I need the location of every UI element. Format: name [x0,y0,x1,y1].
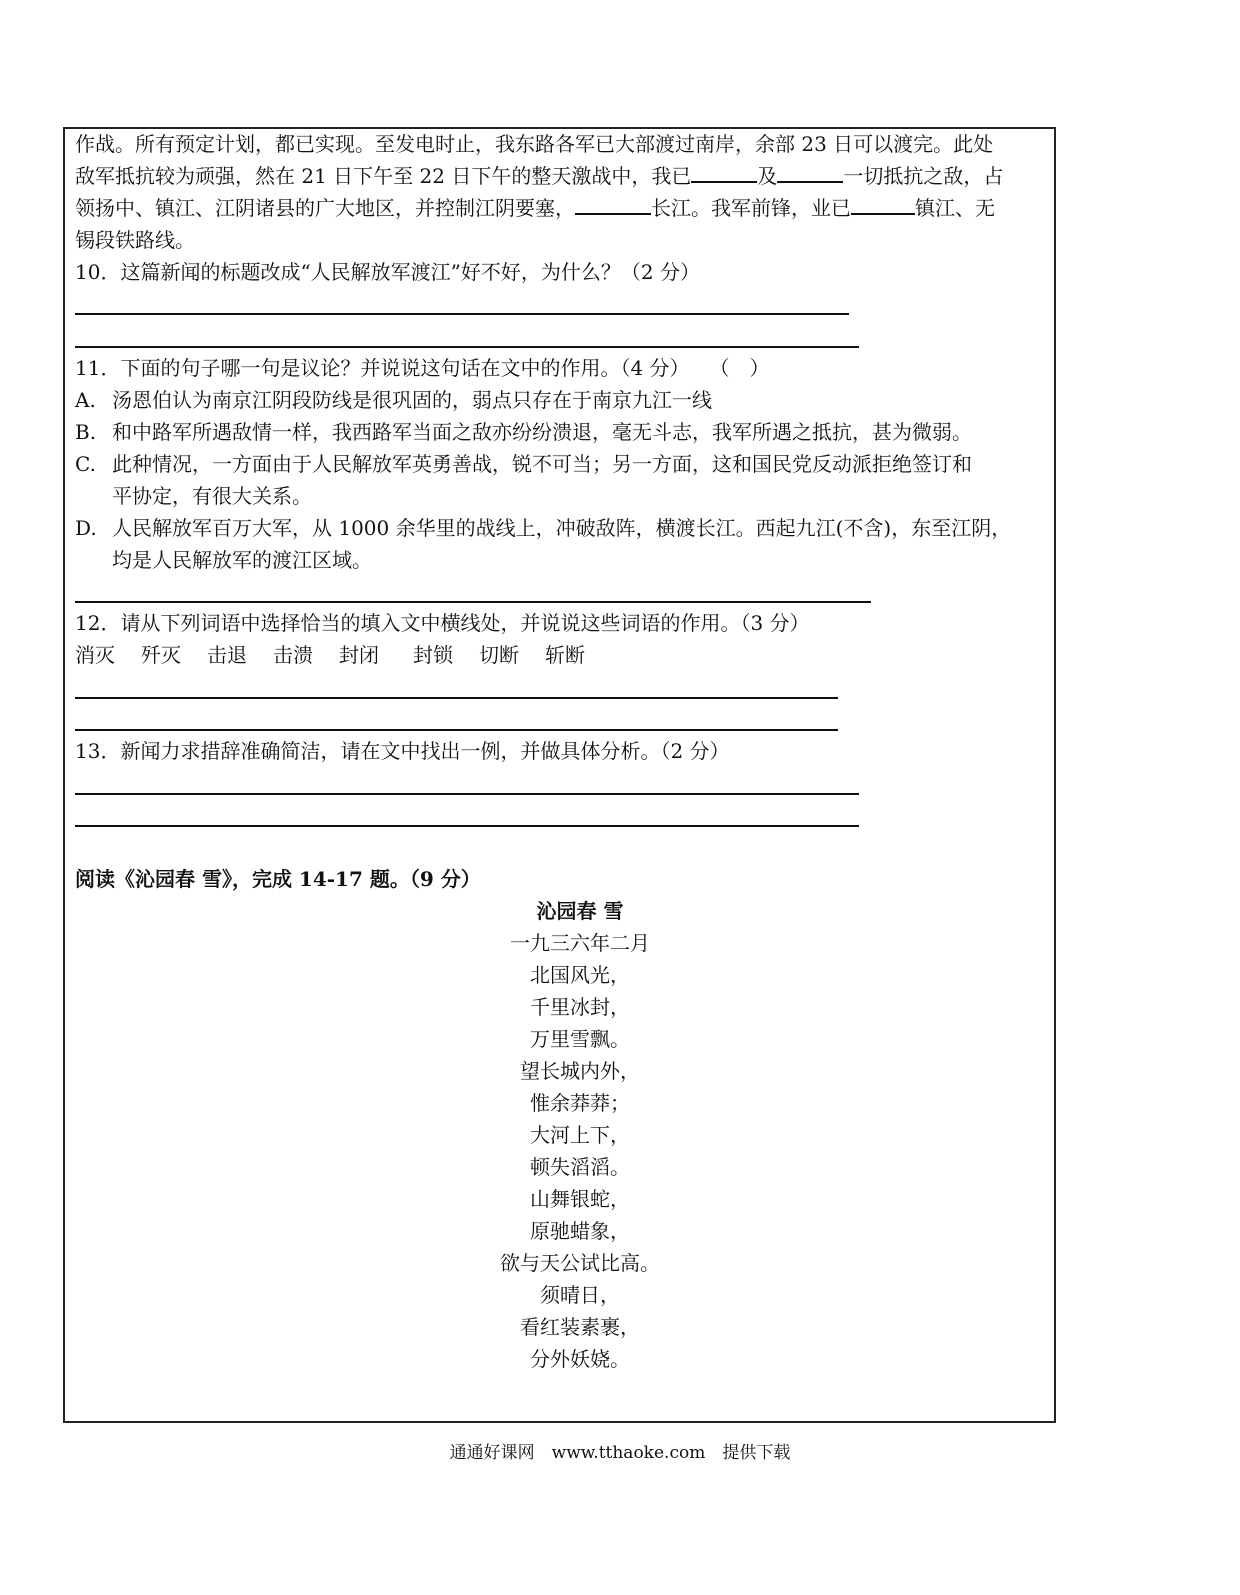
poem-line: 望长城内外， [520,1059,640,1083]
passage-line-3-part-b: 长江。我军前锋，业已 [651,196,851,220]
option-b-letter: B. [75,420,97,444]
question-12: 12．请从下列词语中选择恰当的填入文中横线处，并说说这些词语的作用。（3 分） [75,611,810,635]
answer-line-q12-2[interactable] [75,729,838,731]
word-bank-item: 斩断 [545,643,585,667]
fill-blank-3[interactable] [575,193,651,215]
option-a[interactable] [75,384,712,416]
passage-line-4: 锡段铁路线。 [75,228,195,252]
poem-date: 一九三六年二月 [510,931,650,955]
poem-line: 北国风光， [530,963,630,987]
answer-line-q12-1[interactable] [75,697,838,699]
passage-line-2-part-c: 一切抵抗之敌，占 [843,164,1004,188]
fill-blank-4[interactable] [851,193,915,215]
reading-instruction: 阅读《沁园春 雪》，完成 14-17 题。（9 分） [75,867,481,891]
answer-line-q11[interactable] [75,601,871,603]
word-bank [75,639,1050,671]
word-bank-item: 击溃 [273,643,313,667]
option-c[interactable] [75,448,972,480]
option-c-text-2: 平协定，有很大关系。 [112,484,312,508]
poem-line: 山舞银蛇， [530,1187,630,1211]
word-bank-item: 消灭 [75,643,115,667]
answer-line-q10-2[interactable] [75,346,859,348]
option-d-letter: D. [75,516,97,540]
option-a-text: 汤恩伯认为南京江阴段防线是很巩固的，弱点只存在于南京九江一线 [112,388,712,412]
poem-line: 顿失滔滔。 [530,1155,630,1179]
question-11: 11．下面的句子哪一句是议论？并说说这句话在文中的作用。（4 分） （ ） [75,356,770,380]
question-10: 10．这篇新闻的标题改成“人民解放军渡江”好不好，为什么？（2 分） [75,260,700,284]
option-d[interactable] [75,512,1011,544]
passage-line-1: 作战。所有预定计划，都已实现。至发电时止，我东路各军已大部渡过南岸，余部 23 日可以渡完。此处 [75,132,994,156]
word-bank-item: 击退 [207,643,247,667]
poem-line: 须晴日， [540,1283,620,1307]
poem-line: 万里雪飘。 [530,1027,630,1051]
word-bank-item: 切断 [479,643,519,667]
fill-blank-2[interactable] [777,161,843,183]
answer-line-q13-1[interactable] [75,793,859,795]
passage-line-2-part-b: 及 [757,164,778,188]
passage-line-3-part-c: 镇江、无 [915,196,995,220]
word-bank-item: 歼灭 [141,643,181,667]
word-bank-item: 封锁 [413,643,453,667]
option-c-text-1: 此种情况，一方面由于人民解放军英勇善战，锐不可当；另一方面，这和国民党反动派拒绝签订和 [112,452,972,476]
poem-line: 看红装素裹， [520,1315,640,1339]
page-footer: 通通好课网 www.tthaoke.com 提供下载 [449,1443,791,1463]
answer-line-q13-2[interactable] [75,825,859,827]
option-a-letter: A. [75,388,96,412]
option-d-text-2: 均是人民解放军的渡江区域。 [112,548,372,572]
passage-line-2 [75,160,1050,192]
passage-line-3-part-a: 领扬中、镇江、江阴诸县的广大地区，并控制江阴要塞， [75,196,575,220]
question-13: 13．新闻力求措辞准确简洁，请在文中找出一例，并做具体分析。（2 分） [75,739,730,763]
poem-line: 欲与天公试比高。 [500,1251,660,1275]
word-bank-item: 封闭 [339,643,379,667]
passage-line-2-part-a: 敌军抵抗较为顽强，然在 21 日下午至 22 日下午的整天激战中，我已 [75,164,692,188]
passage-line-3 [75,192,1050,224]
poem-line: 千里冰封， [530,995,630,1019]
fill-blank-1[interactable] [691,161,757,183]
option-c-letter: C. [75,452,96,476]
answer-line-q10-1[interactable] [75,313,849,315]
option-b[interactable] [75,416,972,448]
poem-line: 原驰蜡象， [530,1219,630,1243]
poem-line: 大河上下， [530,1123,630,1147]
option-b-text: 和中路军所遇敌情一样，我西路军当面之敌亦纷纷溃退，毫无斗志，我军所遇之抵抗，甚为微弱。 [112,420,972,444]
poem-line: 惟余莽莽； [530,1091,630,1115]
poem-line: 分外妖娆。 [530,1347,630,1371]
option-d-text-1: 人民解放军百万大军，从 1000 余华里的战线上，冲破敌阵，横渡长江。西起九江(不含)，东至江阴， [112,516,1012,540]
poem-title: 沁园春 雪 [536,899,624,923]
